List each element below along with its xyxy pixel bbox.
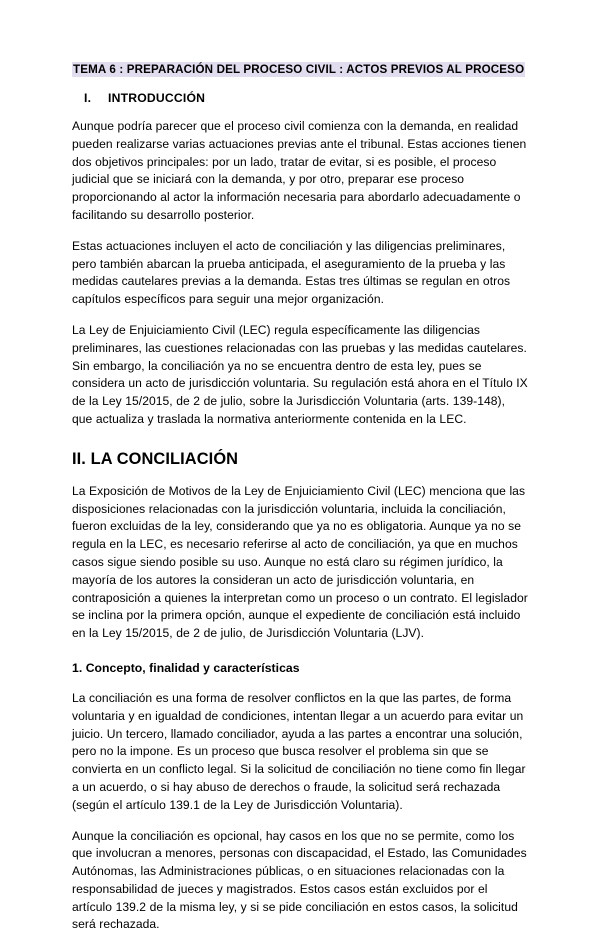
conciliacion-paragraph-1: La Exposición de Motivos de la Ley de Enjuiciamiento Civil (LEC) menciona que las disposiciones relacionadas con la jurisdicción voluntaria, incluida la conciliación, fueron excluidas de la ley, considerando que ya no es obligatoria. Aunque ya no se regula en la LEC, es necesario referirse al acto de conciliación, ya que en muchos casos sigue siendo posible su uso. Aunque no está claro su régimen jurídico, la mayoría de los autores la consideran un acto de jurisdicción voluntaria, en contraposición a quienes la interpretan como un proceso o un contrato. El legislador se inclina por la primera opción, aunque el expediente de conciliación está incluido en la Ley 15/2015, de 2 de julio, de Jurisdicción Voluntaria (LJV). — [72, 483, 528, 643]
heading-concepto-finalidad-caracteristicas: 1. Concepto, finalidad y características — [72, 660, 528, 677]
heading-introduccion-label: INTRODUCCIÓN — [108, 91, 528, 105]
page-title-text: TEMA 6 : PREPARACIÓN DEL PROCESO CIVIL : ACTOS PREVIOS AL PROCESO — [72, 62, 525, 77]
intro-paragraph-2: Estas actuaciones incluyen el acto de conciliación y las diligencias preliminares, pero también abarcan la prueba anticipada, el aseguramiento de la prueba y las medidas cautelares previas a la demanda. Estas tres últimas se regulan en otros capítulos específicos para seguir una mejor organización. — [72, 238, 528, 309]
concepto-paragraph-1: La conciliación es una forma de resolver conflictos en la que las partes, de forma voluntaria y en igualdad de condiciones, intentan llegar a un acuerdo para evitar un juicio. Un tercero, llamado conciliador, ayuda a las partes a encontrar una solución, pero no la impone. Es un proceso que busca resolver el problema sin que se convierta en un conflicto legal. Si la solicitud de conciliación no tiene como fin llegar a un acuerdo, o si hay abuso de derechos o fraude, la solicitud será rechazada (según el artículo 139.1 de la Ley de Jurisdicción Voluntaria). — [72, 690, 528, 815]
heading-introduccion-number: I. — [72, 91, 108, 105]
heading-introduccion — [72, 91, 528, 105]
page-title — [72, 62, 528, 78]
intro-paragraph-3: La Ley de Enjuiciamiento Civil (LEC) regula específicamente las diligencias preliminares, las cuestiones relacionadas con las pruebas y las medidas cautelares. Sin embargo, la conciliación ya no se encuentra dentro de esta ley, pues se considera un acto de jurisdicción voluntaria. Su regulación está ahora en el Título IX de la Ley 15/2015, de 2 de julio, sobre la Jurisdicción Voluntaria (arts. 139-148), que actualiza y traslada la normativa anteriormente contenida en la LEC. — [72, 322, 528, 429]
heading-la-conciliacion: II. LA CONCILIACIÓN — [72, 449, 528, 470]
concepto-paragraph-2: Aunque la conciliación es opcional, hay casos en los que no se permite, como los que involucran a menores, personas con discapacidad, el Estado, las Comunidades Autónomas, las Administraciones públicas, o en situaciones relacionadas con la responsabilidad de jueces y magistrados. Estos casos están excluidos por el artículo 139.2 de la misma ley, y si se pide conciliación en estos casos, la solicitud será rechazada. — [72, 828, 528, 934]
intro-paragraph-1: Aunque podría parecer que el proceso civil comienza con la demanda, en realidad pueden realizarse varias actuaciones previas ante el tribunal. Estas acciones tienen dos objetivos principales: por un lado, tratar de evitar, si es posible, el proceso judicial que se iniciará con la demanda, y por otro, preparar ese proceso proporcionando al actor la información necesaria para abordarlo adecuadamente o facilitando su desarrollo posterior. — [72, 118, 528, 225]
